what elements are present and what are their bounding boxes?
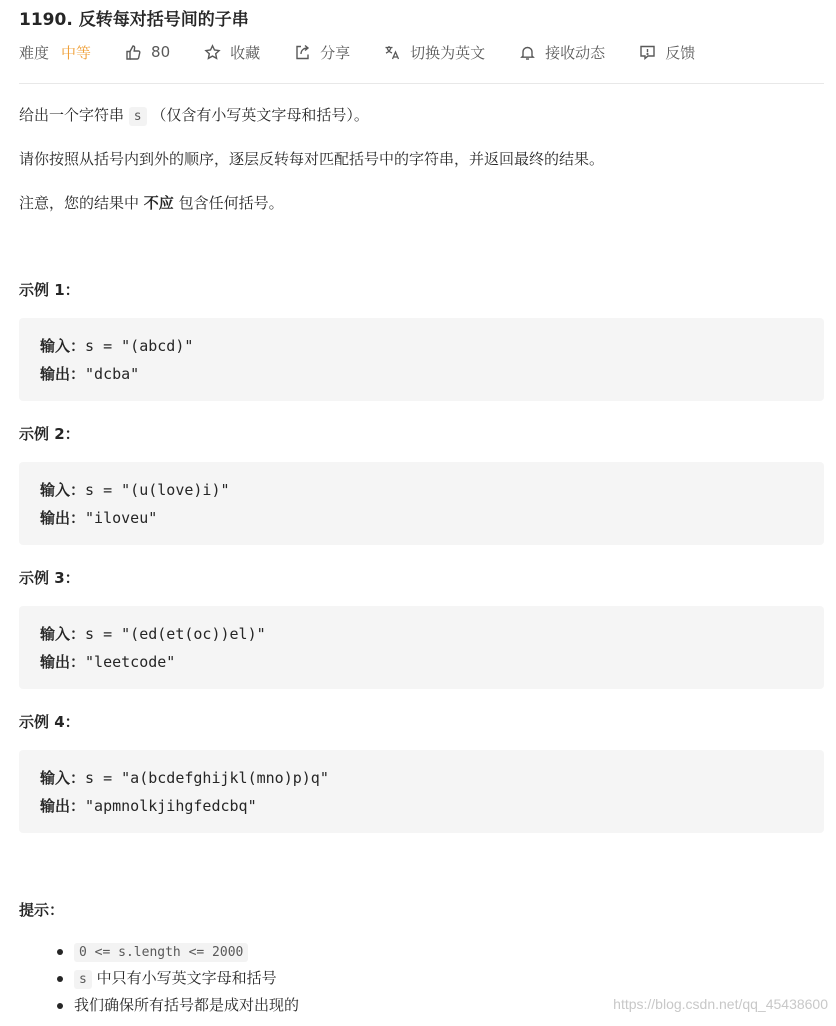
- difficulty-value: 中等: [61, 43, 92, 62]
- bullet-icon: [57, 976, 63, 982]
- example-block: [19, 606, 824, 689]
- tips-list: [19, 938, 299, 1019]
- thumbs-up-icon: [125, 44, 142, 61]
- share-button[interactable]: [294, 42, 350, 63]
- like-button[interactable]: [125, 43, 170, 61]
- translate-icon: [384, 44, 401, 61]
- example-block: [19, 750, 824, 833]
- switch-language-label: 切换为英文: [410, 43, 486, 62]
- share-icon: [294, 44, 311, 61]
- description-paragraph-1: 给出一个字符串 s （仅含有小写英文字母和括号）。: [19, 106, 369, 124]
- example-heading: 示例 1：: [19, 281, 80, 299]
- example-heading: 示例 3：: [19, 569, 80, 587]
- list-item: 我们确保所有括号都是成对出现的: [19, 992, 299, 1019]
- tips-heading: 提示：: [19, 901, 65, 919]
- difficulty-label: 难度: [19, 43, 50, 62]
- bullet-icon: [57, 1003, 63, 1009]
- inline-code-s: s: [129, 107, 147, 126]
- bullet-icon: [57, 949, 63, 955]
- header-divider: [19, 83, 824, 84]
- problem-meta-bar: [19, 40, 729, 64]
- subscribe-button[interactable]: [519, 42, 605, 63]
- example-output: 输出："dcba": [40, 365, 140, 383]
- example-output: 输出："apmnolkjihgfedcbq": [40, 797, 257, 815]
- favorite-button[interactable]: [204, 42, 260, 63]
- list-item: s 中只有小写英文字母和括号: [19, 965, 299, 992]
- list-item: [19, 938, 299, 965]
- example-input: 输入：s = "(abcd)": [40, 337, 194, 355]
- example-heading: 示例 4：: [19, 713, 80, 731]
- bell-icon: [519, 44, 536, 61]
- description-paragraph-3: 注意，您的结果中 不应 包含任何括号。: [19, 194, 284, 212]
- example-block: [19, 462, 824, 545]
- star-icon: [204, 44, 221, 61]
- problem-title: 1190. 反转每对括号间的子串: [19, 10, 249, 30]
- share-label: 分享: [320, 43, 351, 62]
- example-input: 输入：s = "(u(love)i)": [40, 481, 230, 499]
- watermark-text: https://blog.csdn.net/qq_45438600: [613, 996, 828, 1012]
- inline-code-s: s: [74, 970, 92, 989]
- example-input: 输入：s = "(ed(et(oc))el)": [40, 625, 266, 643]
- example-heading: 示例 2：: [19, 425, 80, 443]
- feedback-icon: [639, 44, 656, 61]
- favorite-label: 收藏: [230, 43, 261, 62]
- feedback-label: 反馈: [665, 43, 696, 62]
- feedback-button[interactable]: [639, 42, 695, 63]
- example-output: 输出："leetcode": [40, 653, 176, 671]
- inline-code-constraint: 0 <= s.length <= 2000: [74, 943, 248, 962]
- example-input: 输入：s = "a(bcdefghijkl(mno)p)q": [40, 769, 329, 787]
- description-paragraph-2: 请你按照从括号内到外的顺序，逐层反转每对匹配括号中的字符串，并返回最终的结果。: [19, 150, 605, 168]
- example-output: 输出："iloveu": [40, 509, 158, 527]
- emphasis-text: 不应: [143, 194, 174, 212]
- like-count: 80: [151, 43, 171, 61]
- example-block: [19, 318, 824, 401]
- switch-language-button[interactable]: [384, 42, 485, 63]
- subscribe-label: 接收动态: [545, 43, 606, 62]
